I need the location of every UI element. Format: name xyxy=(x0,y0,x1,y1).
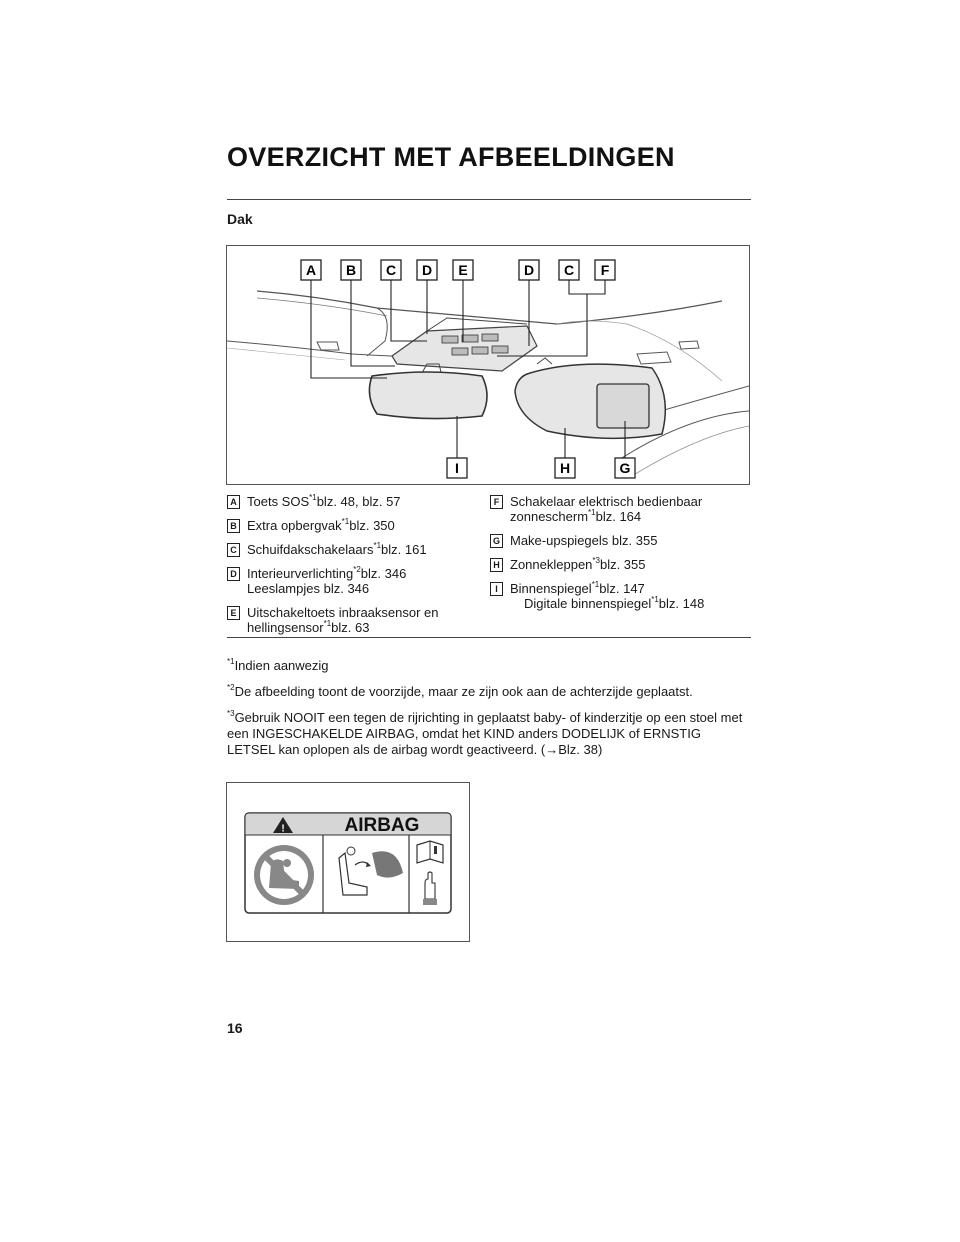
no-child-seat-icon xyxy=(254,845,314,905)
legend-item-a xyxy=(227,494,482,509)
page-title: OVERZICHT MET AFBEELDINGEN xyxy=(227,142,675,172)
footnote-2: $^{*2}$De afbeelding toont de voorzijde, maar ze zijn ook aan de achterzijde geplaatst. xyxy=(227,682,693,699)
legend-key: C xyxy=(227,543,240,557)
callout-top-b xyxy=(341,260,361,280)
legend-line: Toets SOS$^{*1}$blz. 48, blz. 57 xyxy=(247,492,401,509)
legend-line: zonnescherm$^{*1}$blz. 164 xyxy=(510,507,642,524)
legend-item-e xyxy=(227,605,482,635)
legend-line: hellingsensor$^{*1}$blz. 63 xyxy=(247,618,370,635)
legend-line: Digitale binnenspiegel$^{*1}$blz. 148 xyxy=(524,594,705,611)
callout-top-d1 xyxy=(417,260,437,280)
legend-key: I xyxy=(490,582,503,596)
legend-line: Interieurverlichting$^{*2}$blz. 346 xyxy=(247,564,407,581)
roof-illustration-drawing xyxy=(227,246,749,484)
legend-line: Binnenspiegel$^{*1}$blz. 147 xyxy=(510,579,645,596)
svg-text:D: D xyxy=(523,262,535,278)
callout-bottom-i xyxy=(447,458,467,478)
svg-text:H: H xyxy=(559,460,571,476)
section-heading: Dak xyxy=(227,211,253,227)
legend-item-f xyxy=(490,494,752,524)
legend-line: Zonnekleppen$^{*3}$blz. 355 xyxy=(510,555,646,572)
svg-text:I: I xyxy=(455,460,459,476)
airbag-title: AIRBAG xyxy=(344,815,420,836)
callout-bottom-g xyxy=(615,458,635,478)
svg-text:!: ! xyxy=(281,823,285,835)
callout-top-e xyxy=(453,260,473,280)
legend-item-d xyxy=(227,566,482,596)
callout-top-c1 xyxy=(381,260,401,280)
legend-line: Extra opbergvak$^{*1}$blz. 350 xyxy=(247,516,395,533)
legend-item-i xyxy=(490,581,752,611)
legend-line: Schakelaar elektrisch bedienbaar xyxy=(510,494,703,509)
legend-key: E xyxy=(227,606,240,620)
footnote-3: $^{*3}$Gebruik NOOIT een tegen de rijrichting in geplaatst baby- of kinderzitje op een stoel met een INGESCHAKELDE AIRBAG, omdat het KIND anders DODELIJK of ERNSTIG LETSEL kan oplopen als de airbag wordt geactiveerd. (→Blz. 38) xyxy=(227,708,743,757)
legend-item-c xyxy=(227,542,482,557)
legend-item-b xyxy=(227,518,482,533)
svg-text:D: D xyxy=(421,262,433,278)
legend-key: D xyxy=(227,567,240,581)
legend-key: A xyxy=(227,495,240,509)
footnotes xyxy=(227,658,751,768)
svg-text:C: C xyxy=(385,262,397,278)
svg-text:A: A xyxy=(305,262,317,278)
airbag-warning-drawing xyxy=(227,783,469,941)
legend-line: Make-upspiegels blz. 355 xyxy=(510,533,658,548)
legend-line: Leeslampjes blz. 346 xyxy=(247,581,370,596)
svg-text:E: E xyxy=(458,262,468,278)
callout-top-d2 xyxy=(519,260,539,280)
roof-illustration xyxy=(226,245,750,485)
legend-item-g xyxy=(490,533,752,548)
legend-left xyxy=(227,494,482,644)
legend-divider xyxy=(227,637,751,638)
legend-key: G xyxy=(490,534,503,548)
callout-top-f xyxy=(595,260,615,280)
airbag-warning-label xyxy=(226,782,470,942)
legend-right xyxy=(490,494,752,620)
svg-text:F: F xyxy=(600,262,610,278)
legend-key: B xyxy=(227,519,240,533)
title-divider xyxy=(227,199,751,200)
legend-line: Uitschakeltoets inbraaksensor en xyxy=(247,605,439,620)
callout-bottom-h xyxy=(555,458,575,478)
legend-item-h xyxy=(490,557,752,572)
svg-text:G: G xyxy=(619,460,631,476)
svg-text:C: C xyxy=(563,262,575,278)
callout-top-c2 xyxy=(559,260,579,280)
page-number: 16 xyxy=(227,1020,243,1036)
callout-top-a xyxy=(301,260,321,280)
footnote-1: $^{*1}$Indien aanwezig xyxy=(227,656,329,673)
svg-text:B: B xyxy=(345,262,357,278)
legend-line: Schuifdakschakelaars$^{*1}$blz. 161 xyxy=(247,540,427,557)
legend-key: H xyxy=(490,558,503,572)
legend-key: F xyxy=(490,495,503,509)
